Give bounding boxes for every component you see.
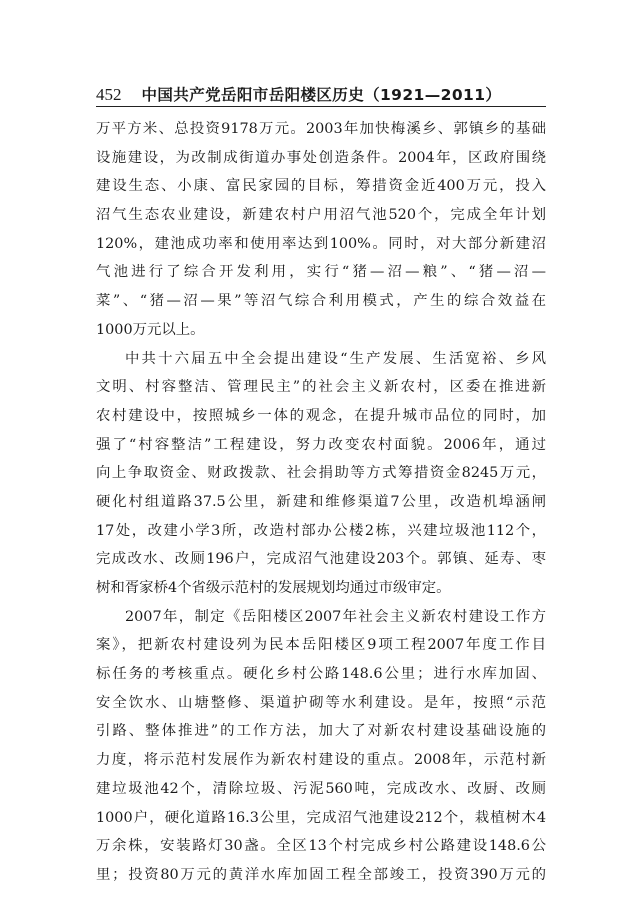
text-line: 气池进行了综合开发利用，实行“猪—沼—粮”、“猪—沼— xyxy=(96,264,546,281)
text-line: 力度，将示范村发展作为新农村建设的重点。2008年，示范村新 xyxy=(96,752,546,769)
header-rule xyxy=(96,106,546,107)
text-line: 万平方米、总投资9178万元。2003年加快梅溪乡、郭镇乡的基础 xyxy=(96,121,546,137)
text-line: 农村建设中，按照城乡一体的观念，在提升城市品位的同时，加 xyxy=(96,407,546,424)
text-line: 万余株，安装路灯30盏。全区13个村完成乡村公路建设148.6公 xyxy=(96,838,546,855)
text-line: 建设生态、小康、富民家园的目标，筹措资金近400万元，投入 xyxy=(96,178,546,195)
text-line: 设施建设，为改制成街道办事处创造条件。2004年，区政府围绕 xyxy=(96,149,546,166)
text-line: 完成改水、改厕196户，完成沼气池建设203个。郭镇、延寿、枣 xyxy=(96,551,546,568)
text-line: 建垃圾池42个，清除垃圾、污泥560吨，完成改水、改厨、改厕 xyxy=(96,780,546,797)
body-text xyxy=(96,115,546,890)
text-line: 17处，改建小学3所，改造村部办公楼2栋，兴建垃圾池112个， xyxy=(96,522,546,539)
paragraph xyxy=(96,603,546,890)
text-line: 中共十六届五中全会提出建设“生产发展、生活宽裕、乡风 xyxy=(125,350,546,367)
text-line: 硬化村组道路37.5公里，新建和维修渠道7公里，改造机埠涵闸 xyxy=(96,493,546,510)
text-line: 树和胥家桥4个省级示范村的发展规划均通过市级审定。 xyxy=(96,580,451,596)
text-line: 1000户，硬化道路16.3公里，完成沼气池建设212个，栽植树木4 xyxy=(96,809,546,826)
text-line: 向上争取资金、财政拨款、社会捐助等方式筹措资金8245万元， xyxy=(96,465,546,482)
text-line: 文明、村容整洁、管理民主”的社会主义新农村，区委在推进新 xyxy=(96,379,546,396)
text-line: 120%，建池成功率和使用率达到100%。同时，对大部分新建沼 xyxy=(96,235,546,252)
page-number: 452 xyxy=(96,85,122,104)
text-line: 安全饮水、山塘整修、渠道护砌等水利建设。是年，按照“示范 xyxy=(96,694,546,711)
paragraph xyxy=(96,345,546,603)
text-line: 标任务的考核重点。硬化乡村公路148.6公里；进行水库加固、 xyxy=(96,666,546,683)
running-header xyxy=(96,79,546,105)
text-line: 案》，把新农村建设列为民本岳阳楼区9项工程2007年度工作目 xyxy=(96,637,546,654)
text-line: 沼气生态农业建设，新建农村户用沼气池520个，完成全年计划 xyxy=(96,207,546,224)
text-line: 引路、整体推进”的工作方法，加大了对新农村建设基础设施的 xyxy=(96,723,546,740)
text-line: 里；投资80万元的黄洋水库加固工程全部竣工，投资390万元的 xyxy=(96,866,546,883)
book-title: 中国共产党岳阳市岳阳楼区历史（1921—2011） xyxy=(141,86,502,104)
text-line: 菜”、“猪—沼—果”等沼气综合利用模式，产生的综合效益在 xyxy=(96,293,546,310)
text-line: 强了“村容整洁”工程建设，努力改变农村面貌。2006年，通过 xyxy=(96,436,546,453)
text-line: 2007年，制定《岳阳楼区2007年社会主义新农村建设工作方 xyxy=(125,608,546,625)
text-line: 1000万元以上。 xyxy=(96,321,205,338)
paragraph xyxy=(96,115,546,345)
